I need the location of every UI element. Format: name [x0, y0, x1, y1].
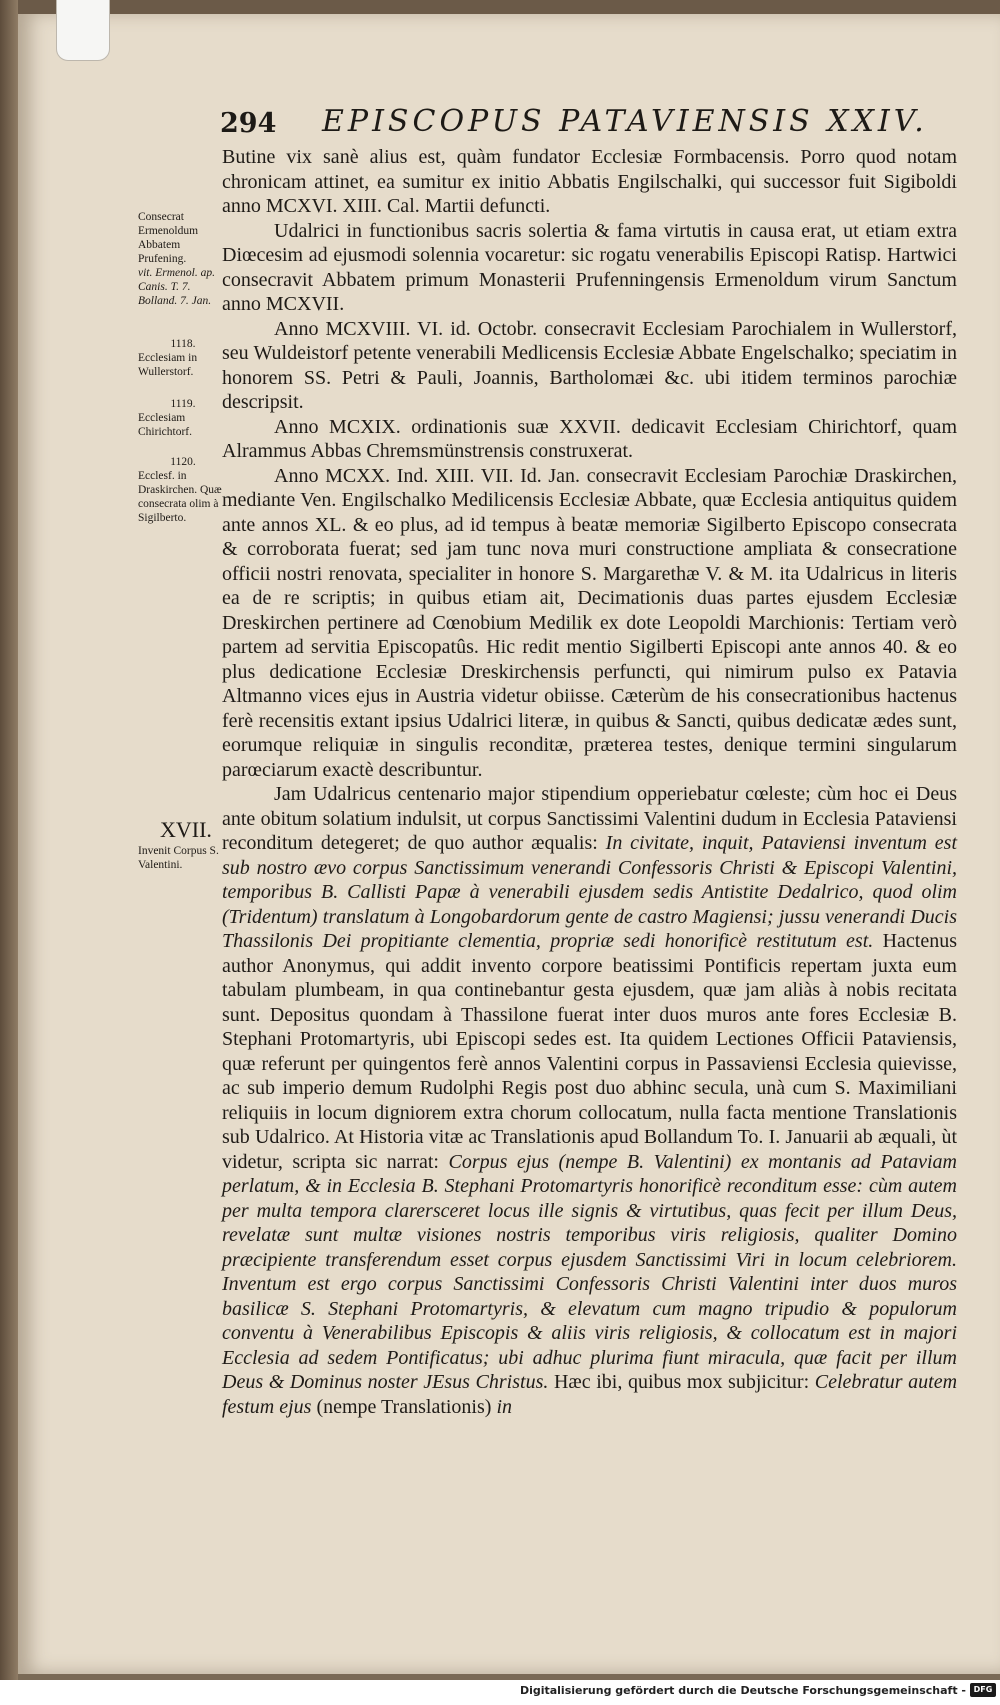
paragraph: Anno MCXIX. ordinationis suæ XXVII. dedicavit Ecclesiam Chirichtorf, quam Alrammus Abbas Chremsmünstrensis construxerat. [222, 415, 957, 462]
text-run: Jam Udalricus centenario major stipendium opperiebatur cœleste; cùm hoc ei Deus ante obitum solatium indulsit, ut corpus Sanctissimi Valentini dudum in Ecclesia Pataviensi reconditum detegeret; de quo author æqualis: [222, 783, 957, 854]
margin-note-wullerstorf [138, 337, 228, 379]
margin-year: 1120. [170, 456, 196, 468]
bookmark-tab [56, 0, 110, 61]
margin-note-text: Ecclesiam in Wullerstorf. [138, 352, 198, 378]
text-run: (nempe Translationis) [316, 1395, 492, 1418]
page-number: 294 [220, 108, 277, 139]
margin-note-consecrat [138, 210, 228, 308]
funding-notice: Digitalisierung gefördert durch die Deutsche Forschungsgemeinschaft - [519, 1684, 966, 1697]
margin-note-text: Ecclesf. in Draskirchen. Quæ consecrata olim à Sigilberto. [138, 470, 222, 524]
margin-year: 1118. [170, 338, 196, 350]
dfg-logo: DFG [970, 1683, 996, 1697]
page-top-edge [18, 0, 1000, 14]
margin-note-text: Consecrat Ermenoldum Abbatem Prufening. [138, 211, 199, 265]
margin-note-reference: vit. Ermenol. ap. Canis. T. 7. Bolland. 7. Jan. [138, 267, 215, 307]
text-run: Hæc ibi, quibus mox subjicitur: [553, 1371, 810, 1393]
footer-bar [0, 1680, 1000, 1705]
catchword: in [496, 1395, 512, 1418]
margin-note-text: Invenit Corpus S. Valentini. [138, 845, 219, 871]
paragraph: Udalrici in functionibus sacris solertia & fama virtutis in causa erat, ut etiam extra Diœcesim ad ejusmodi solennia vocaretur: sic rogatu venerabilis Episcopi Ratisp. Hartwici consecravit Abbatem primum Monasterii Prufenningensis Ermenoldum virum Sanctum anno MCXVII. [222, 219, 957, 315]
page-header [220, 104, 928, 139]
margin-note-chirichtorf [138, 397, 228, 439]
section-number: XVII. [160, 817, 212, 842]
margin-note-text: Ecclesiam Chirichtorf. [138, 412, 192, 438]
margin-year: 1119. [170, 398, 196, 410]
running-head: EPISCOPUS PATAVIENSIS XXIV. [322, 104, 928, 139]
paragraph: Anno MCXX. Ind. XIII. VII. Id. Jan. consecravit Ecclesiam Parochiæ Draskirchen, mediante Ven. Engilschalko Medilicensis Ecclesiæ Abbate, quæ Ecclesia antiquitus quidem ante annos XL. & eo plus, ad id tempus à beatæ memoriæ Sigilberto Episcopo consecrata & corroborata fuerat; sed jam tunc nova muri constructione ampliata & consecratione officii nostri renovata, specialiter in honore S. Margarethæ V. & M. ita Udalricus in literis ea de re scriptis; in quibus etiam ait, Decimationis duas partes ejusdem Ecclesiæ Dreskirchen pertinere ad Cœnobium Medilik ex dote Leopoldi Marchionis: Tertiam verò partem ad servitia Episcopatûs. Hic redit mentio Sigilberti Episcopi ante annos 40. & eo plus dedicatione Ecclesiæ Dreskirchensis perfuncti, qui nimirum pulso ex Patavia Altmanno vices ejus in Austria videtur obiisse. Cæterùm de his consecrationibus hactenus ferè recensitis extant ipsius Udalrici literæ, in quibus & Sancti, quibus dedicatæ ædes sunt, eorumque reliquiæ in singulis reconditæ, præterea testes, denique termini singularum parœciarum exactè describuntur. [222, 464, 957, 781]
paragraph: Butine vix sanè alius est, quàm fundator Ecclesiæ Formbacensis. Porro quod notam chronicam attinet, ea sumitur ex initio Abbatis Engilschalki, qui successor fuit Sigiboldi anno MCXVI. XIII. Cal. Martii defuncti. [222, 146, 957, 217]
book-spine-edge [0, 0, 18, 1680]
paragraph: Anno MCXVIII. VI. id. Octobr. consecravit Ecclesiam Parochialem in Wullerstorf, seu Wuldeistorf petente venerabili Medlicensis Ecclesiæ Abbate Engelschalko; speciatim in honorem SS. Petri & Pauli, Joannis, Bartholomæi &c. ubi itidem terminos parochiæ descripsit. [222, 317, 957, 413]
quotation: Corpus ejus (nempe B. Valentini) ex montanis ad Pataviam perlatum, & in Ecclesia B. Stephani Protomartyris honorificè reconditum esse: cùm autem per multa tempora clarersceret locus ille signis & virtutibus, quas fecit per illum Deus, revelatæ sunt multæ visiones nostris temporibus viris religiosis, qualiter Domino præcipiente transferendum esset corpus ejusdem Sanctissimi Viri in locum celebriorem. Inventum est ergo corpus Sanctissimi Confessoris Christi Valentini inter duos muros basilicæ S. Stephani Protomartyris, & elevatum cum magno tripudio & populorum conventu à Venerabilibus Episcopis & aliis viris religiosis, & collocatum est in majori Ecclesia ad sedem Pontificatus; ubi adhuc plurima fiunt miracula, quæ facit per illum Deus & Dominus noster JEsus Christus. [222, 1150, 957, 1393]
body-text [222, 145, 957, 1419]
quotation: In civitate, inquit, Pataviensi inventum est sub nostro ævo corpus Sanctissimum venerandi Confessoris Christi & Episcopi Valentini, temporibus B. Callisti Papæ à venerabili ejusdem sedis Antistite Dedalrico, quod olim (Tridentum) translatum à Longobardorum gente de castro Magiensi; jussu venerandi Ducis Thassilonis Dei propitiante clementia, propriæ sedi honorificè restitutum est. [222, 832, 958, 952]
quotation: Celebratur autem festum ejus [222, 1371, 958, 1418]
text-run: Hactenus author Anonymus, qui addit invento corpore beatissimi Pontificis repertam juxta eum tabulam plumbeam, in qua continebantur gesta ejusdem, quæ jam aliàs à nobis recitata sunt. Depositus quondam à Thassilone fuerat inter duos muros ante fores Ecclesiæ B. Stephani Protomartyris, ubi Episcopi sedes est. Ita quidem Lectiones Officii Pataviensis, quæ referunt per quingentos ferè annos Valentini corpus in Passaviensi Ecclesia quievisse, ac sub imperio demum Rudolphi Regis post duo abhinc secula, unà cum S. Maximiliani reliquiis in locum digniorem extra chorum collocatum, nulla facta mentione Translationis sub Udalrico. At Historia vitæ ac Translationis apud Bollandum To. I. Januarii ab æquali, ùt videtur, scripta sic narrat: [222, 930, 958, 1173]
paragraph-xvii [222, 782, 957, 1419]
margin-note-valentini [138, 844, 228, 872]
margin-note-draskirchen [138, 455, 228, 525]
